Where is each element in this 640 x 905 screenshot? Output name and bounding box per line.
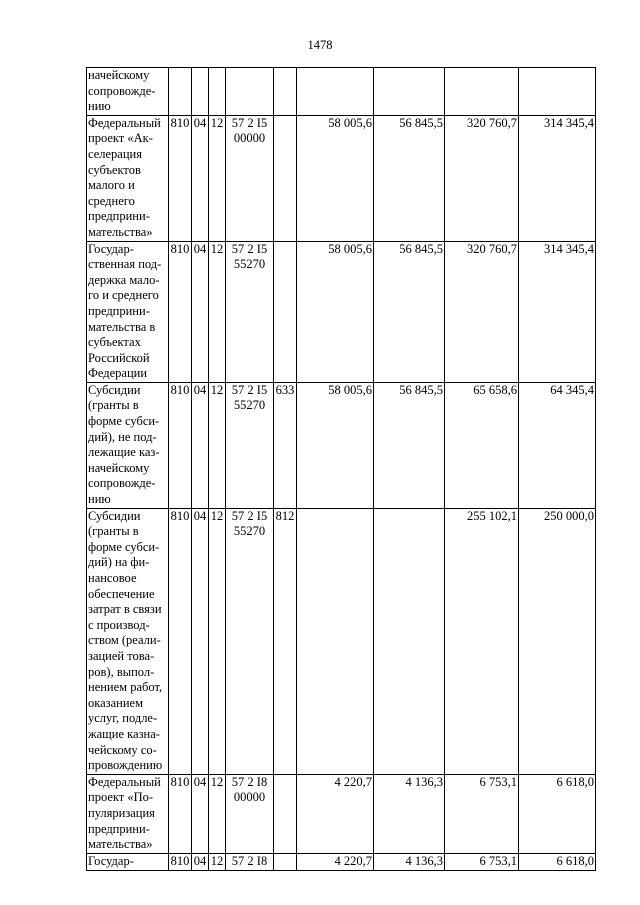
amount-cell-1: 58 005,6 (297, 115, 374, 241)
item-name-cell (87, 115, 169, 241)
table-row (87, 853, 596, 870)
target-article-cell (226, 508, 274, 774)
target-article-cell (226, 115, 274, 241)
table-row (87, 774, 596, 853)
amount-cell-2: 56 845,5 (374, 382, 445, 508)
item-name-line: Федеральный (88, 115, 161, 130)
item-name-line: оказанием (88, 695, 144, 710)
section-code-cell: 04 (192, 241, 209, 382)
item-name-line: ров), выпол- (88, 664, 155, 679)
item-name-cell (87, 241, 169, 382)
grbs-code-cell: 810 (169, 853, 192, 870)
target-article-cell (226, 68, 274, 116)
item-name-line: ственная под- (88, 257, 162, 272)
subsection-code-cell: 12 (209, 382, 226, 508)
amount-cell-4: 64 345,4 (519, 382, 596, 508)
item-name-line: сопровожде- (88, 83, 156, 98)
item-name-line: Федеральный (88, 774, 161, 789)
item-name-line: мательства» (88, 837, 153, 852)
item-name-cell (87, 68, 169, 116)
table-row (87, 68, 596, 116)
expense-type-cell (274, 853, 297, 870)
item-name-line: предприни- (88, 209, 150, 224)
item-name-line: начейскому (88, 460, 150, 475)
amount-cell-4 (519, 68, 596, 116)
item-name-cell (87, 853, 169, 870)
amount-cell-2: 4 136,3 (374, 853, 445, 870)
target-article-line: 55270 (233, 398, 266, 413)
target-article-line: 55270 (233, 524, 266, 539)
item-name-line: Федерации (88, 366, 148, 381)
table-row (87, 241, 596, 382)
item-name-line: чейскому со- (88, 742, 157, 757)
subsection-code-cell: 12 (209, 115, 226, 241)
expense-type-cell (274, 774, 297, 853)
amount-cell-1 (297, 508, 374, 774)
item-name-line: субъектах (88, 335, 141, 350)
item-name-line: проект «По- (88, 790, 154, 805)
item-name-line: предприни- (88, 303, 150, 318)
section-code-cell (192, 68, 209, 116)
target-article-line: 57 2 I8 (231, 853, 268, 868)
item-name-line: мательства в (88, 319, 156, 334)
item-name-line: нию (88, 492, 111, 507)
section-code-cell: 04 (192, 382, 209, 508)
grbs-code-cell: 810 (169, 508, 192, 774)
item-name-line: предприни- (88, 821, 150, 836)
item-name-cell (87, 508, 169, 774)
amount-cell-4: 250 000,0 (519, 508, 596, 774)
grbs-code-cell: 810 (169, 382, 192, 508)
expense-type-cell (274, 115, 297, 241)
amount-cell-4: 6 618,0 (519, 853, 596, 870)
amount-cell-3: 255 102,1 (445, 508, 519, 774)
item-name-cell (87, 382, 169, 508)
item-name-cell (87, 774, 169, 853)
grbs-code-cell: 810 (169, 115, 192, 241)
item-name-line: сопровожде- (88, 476, 156, 491)
item-name-line: (гранты в (88, 524, 139, 539)
item-name-line: затрат в связи (88, 602, 162, 617)
subsection-code-cell: 12 (209, 774, 226, 853)
amount-cell-2: 4 136,3 (374, 774, 445, 853)
target-article-line: 57 2 I5 (231, 241, 268, 256)
item-name-line: среднего (88, 193, 135, 208)
item-name-line: дий), не под- (88, 429, 157, 444)
item-name-line: держка мало- (88, 272, 160, 287)
amount-cell-4: 6 618,0 (519, 774, 596, 853)
amount-cell-2: 56 845,5 (374, 115, 445, 241)
amount-cell-1 (297, 68, 374, 116)
amount-cell-4: 314 345,4 (519, 241, 596, 382)
item-name-line: обеспечение (88, 586, 155, 601)
target-article-line: 57 2 I5 (231, 382, 268, 397)
item-name-line: го и среднего (88, 288, 159, 303)
target-article-cell (226, 382, 274, 508)
item-name-line: дий) на фи- (88, 555, 150, 570)
amount-cell-3: 320 760,7 (445, 241, 519, 382)
grbs-code-cell: 810 (169, 241, 192, 382)
item-name-line: лежащие каз- (88, 445, 160, 460)
target-article-line: 00000 (233, 790, 266, 805)
subsection-code-cell: 12 (209, 241, 226, 382)
amount-cell-1: 4 220,7 (297, 774, 374, 853)
item-name-line: Российской (88, 350, 150, 365)
section-code-cell: 04 (192, 774, 209, 853)
amount-cell-3: 6 753,1 (445, 774, 519, 853)
item-name-line: Государ- (88, 853, 134, 868)
item-name-line: провождению (88, 758, 163, 773)
amount-cell-1: 4 220,7 (297, 853, 374, 870)
target-article-line: 55270 (233, 257, 266, 272)
subsection-code-cell (209, 68, 226, 116)
grbs-code-cell (169, 68, 192, 116)
item-name-line: Субсидии (88, 508, 141, 523)
item-name-line: форме субси- (88, 414, 160, 429)
expense-type-cell (274, 68, 297, 116)
table-row (87, 508, 596, 774)
item-name-line: субъектов (88, 162, 141, 177)
amount-cell-2 (374, 68, 445, 116)
amount-cell-2: 56 845,5 (374, 241, 445, 382)
grbs-code-cell: 810 (169, 774, 192, 853)
amount-cell-2 (374, 508, 445, 774)
item-name-line: нансовое (88, 571, 137, 585)
expense-type-cell: 633 (274, 382, 297, 508)
item-name-line: нением работ, (88, 680, 163, 695)
item-name-line: жащие казна- (88, 726, 160, 741)
expense-type-cell: 812 (274, 508, 297, 774)
subsection-code-cell: 12 (209, 853, 226, 870)
item-name-line: Субсидии (88, 382, 141, 397)
item-name-line: селерация (88, 146, 142, 161)
item-name-line: нию (88, 99, 111, 114)
target-article-cell (226, 241, 274, 382)
amount-cell-1: 58 005,6 (297, 241, 374, 382)
item-name-line: начейскому (88, 68, 150, 82)
section-code-cell: 04 (192, 115, 209, 241)
target-article-line: 57 2 I8 (231, 774, 268, 789)
item-name-line: с производ- (88, 617, 150, 632)
table-row (87, 115, 596, 241)
target-article-line: 00000 (233, 131, 266, 146)
amount-cell-3 (445, 68, 519, 116)
item-name-line: (гранты в (88, 398, 139, 413)
subsection-code-cell: 12 (209, 508, 226, 774)
item-name-line: мательства» (88, 224, 153, 239)
item-name-line: форме субси- (88, 539, 160, 554)
item-name-line: ством (реали- (88, 633, 161, 648)
item-name-line: пуляризация (88, 805, 155, 820)
page-number: 1478 (307, 38, 333, 52)
item-name-line: услуг, подле- (88, 711, 158, 726)
item-name-line: проект «Ак- (88, 131, 153, 146)
budget-table (86, 67, 596, 871)
amount-cell-4: 314 345,4 (519, 115, 596, 241)
target-article-cell (226, 774, 274, 853)
target-article-cell (226, 853, 274, 870)
amount-cell-3: 6 753,1 (445, 853, 519, 870)
item-name-line: Государ- (88, 241, 134, 256)
item-name-line: зацией това- (88, 648, 155, 663)
section-code-cell: 04 (192, 508, 209, 774)
section-code-cell: 04 (192, 853, 209, 870)
target-article-line: 57 2 I5 (231, 115, 268, 130)
table-row (87, 382, 596, 508)
amount-cell-1: 58 005,6 (297, 382, 374, 508)
target-article-line: 57 2 I5 (231, 508, 268, 523)
expense-type-cell (274, 241, 297, 382)
amount-cell-3: 65 658,6 (445, 382, 519, 508)
item-name-line: малого и (88, 178, 135, 193)
amount-cell-3: 320 760,7 (445, 115, 519, 241)
